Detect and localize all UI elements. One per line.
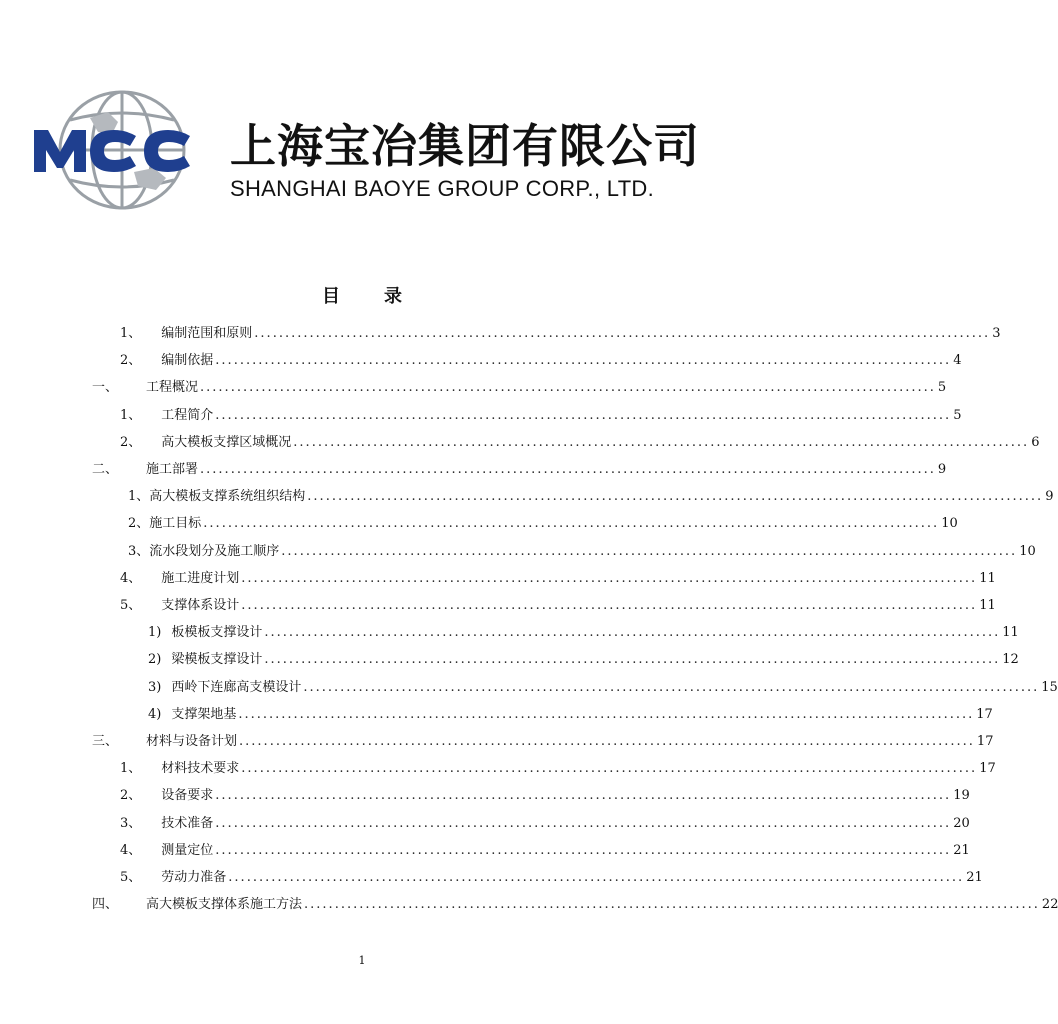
toc-entry-label: 设备要求 bbox=[161, 788, 214, 804]
toc-entry-number: 2、 bbox=[120, 434, 142, 450]
toc-entry-page: 19 bbox=[953, 788, 970, 804]
toc-leader-dots: ........................................................................................................................ bbox=[254, 326, 991, 341]
toc-entry-page: 11 bbox=[979, 570, 996, 586]
toc-entry-number: 1、 bbox=[128, 489, 150, 505]
toc-entry-page: 17 bbox=[976, 734, 994, 749]
toc-leader-dots: ........................................................................................................................ bbox=[200, 462, 936, 477]
toc-entry-page: 15 bbox=[1041, 679, 1058, 695]
toc-entry-page: 9 bbox=[937, 462, 947, 477]
toc-leader-dots: ........................................................................................................................ bbox=[238, 706, 975, 722]
toc-entry-number: 一、 bbox=[92, 380, 119, 396]
toc-entry-label: 工程简介 bbox=[161, 407, 214, 423]
toc-leader-dots: ........................................................................................................................ bbox=[215, 353, 952, 369]
toc-leader-dots: ........................................................................................................................ bbox=[307, 489, 1044, 505]
toc-leader-dots: ........................................................................................................................ bbox=[264, 652, 1001, 668]
toc-entry-page: 4 bbox=[953, 353, 962, 369]
toc-entry-number: 1) bbox=[148, 625, 162, 641]
toc-leader-dots: ........................................................................................................................ bbox=[215, 815, 952, 831]
toc-entry[interactable] bbox=[92, 893, 1058, 913]
toc-entry-label: 西岭下连廊高支模设计 bbox=[171, 679, 302, 695]
toc-entry[interactable] bbox=[92, 458, 947, 478]
toc-entry[interactable] bbox=[148, 621, 1019, 641]
toc-entry-page: 20 bbox=[953, 815, 970, 831]
toc-entry-label: 支撑架地基 bbox=[171, 706, 237, 722]
toc-entry[interactable] bbox=[148, 703, 993, 723]
toc-entry-number: 4、 bbox=[120, 570, 142, 586]
toc-entry-page: 11 bbox=[979, 598, 996, 613]
toc-entry-number: 4) bbox=[148, 706, 162, 722]
toc-entry[interactable] bbox=[120, 757, 996, 777]
toc-entry-page: 10 bbox=[1019, 543, 1036, 559]
toc-entry-page: 6 bbox=[1031, 434, 1040, 450]
toc-entry-number: 2、 bbox=[120, 788, 142, 804]
toc-entry-label: 流水段划分及施工顺序 bbox=[149, 543, 280, 559]
toc-entry[interactable] bbox=[148, 676, 1058, 696]
toc-entry-page: 12 bbox=[1002, 652, 1019, 668]
toc-leader-dots: ........................................................................................................................ bbox=[303, 679, 1040, 695]
toc-entry-label: 材料与设备计划 bbox=[146, 734, 238, 749]
toc-leader-dots: ........................................................................................................................ bbox=[281, 543, 1018, 559]
toc-entry-label: 工程概况 bbox=[146, 380, 199, 396]
toc-entry-label: 板模板支撑设计 bbox=[171, 625, 263, 641]
toc-leader-dots: ........................................................................................................................ bbox=[200, 380, 936, 396]
toc-entry-number: 5、 bbox=[120, 598, 142, 613]
toc-entry-number: 二、 bbox=[92, 462, 119, 477]
toc-entry-number: 1、 bbox=[120, 326, 142, 341]
toc-entry-number: 三、 bbox=[92, 734, 119, 749]
toc-entry-label: 测量定位 bbox=[161, 842, 214, 858]
toc-leader-dots: ........................................................................................................................ bbox=[215, 407, 952, 423]
toc-entry[interactable] bbox=[120, 567, 996, 587]
toc-entry[interactable] bbox=[120, 322, 1001, 342]
toc-entry-number: 3、 bbox=[120, 815, 142, 831]
toc-entry-number: 5、 bbox=[120, 870, 142, 885]
toc-entry-label: 高大模板支撑区域概况 bbox=[161, 434, 292, 450]
toc-entry-label: 施工目标 bbox=[149, 516, 202, 532]
toc-entry-page: 22 bbox=[1041, 897, 1058, 913]
toc-leader-dots: ........................................................................................................................ bbox=[241, 570, 978, 586]
company-header bbox=[30, 88, 700, 218]
toc-entry-page: 11 bbox=[1002, 625, 1019, 641]
toc-entry[interactable] bbox=[120, 839, 970, 859]
toc-entry-number: 1、 bbox=[120, 407, 142, 423]
toc-entry-number: 四、 bbox=[92, 897, 119, 913]
toc-entry-label: 施工进度计划 bbox=[161, 570, 240, 586]
toc-entry[interactable] bbox=[120, 349, 962, 369]
logo-letters: MCC bbox=[38, 88, 41, 89]
toc-title: 目录 bbox=[322, 286, 446, 307]
toc-entry[interactable] bbox=[92, 730, 994, 750]
toc-entry[interactable] bbox=[120, 784, 970, 804]
toc-entry[interactable] bbox=[120, 404, 962, 424]
toc-leader-dots: ........................................................................................................................ bbox=[293, 434, 1030, 450]
toc-leader-dots: ........................................................................................................................ bbox=[239, 734, 975, 749]
toc-leader-dots: ........................................................................................................................ bbox=[215, 788, 952, 804]
toc-entry-label: 劳动力准备 bbox=[161, 870, 227, 885]
toc-entry-page: 17 bbox=[979, 761, 996, 777]
toc-entry[interactable] bbox=[128, 485, 1054, 505]
toc-leader-dots: ........................................................................................................................ bbox=[203, 516, 940, 532]
toc-entry[interactable] bbox=[128, 512, 958, 532]
toc-entry-page: 21 bbox=[966, 870, 983, 885]
toc-entry[interactable] bbox=[148, 648, 1019, 668]
toc-entry-label: 支撑体系设计 bbox=[161, 598, 240, 613]
toc-entry-number: 2) bbox=[148, 652, 162, 668]
toc-entry[interactable] bbox=[120, 866, 983, 886]
mcc-logo bbox=[30, 88, 220, 213]
toc-entry[interactable] bbox=[92, 376, 947, 396]
toc-entry-page: 5 bbox=[937, 380, 947, 396]
toc-entry-number: 2、 bbox=[120, 353, 142, 369]
toc-entry-label: 梁模板支撑设计 bbox=[171, 652, 263, 668]
toc-leader-dots: ........................................................................................................................ bbox=[241, 761, 978, 777]
toc-entry-number: 1、 bbox=[120, 761, 142, 777]
company-name-cn: 上海宝冶集团有限公司 bbox=[230, 119, 700, 173]
company-name-en: SHANGHAI BAOYE GROUP CORP., LTD. bbox=[230, 176, 655, 201]
toc-entry-page: 17 bbox=[976, 706, 993, 722]
globe-logo-icon bbox=[30, 88, 220, 213]
page-number: 1 bbox=[358, 954, 366, 967]
toc-entry-number: 3) bbox=[148, 679, 162, 695]
toc-leader-dots: ........................................................................................................................ bbox=[264, 625, 1001, 641]
toc-entry-page: 3 bbox=[992, 326, 1001, 341]
toc-entry[interactable] bbox=[128, 540, 1036, 560]
toc-entry-page: 5 bbox=[953, 407, 962, 423]
toc-entry-page: 10 bbox=[941, 516, 958, 532]
toc-entry-page: 21 bbox=[953, 842, 970, 858]
toc-entry-label: 高大模板支撑系统组织结构 bbox=[149, 489, 306, 505]
toc-leader-dots: ........................................................................................................................ bbox=[304, 897, 1040, 913]
toc-entry-label: 高大模板支撑体系施工方法 bbox=[146, 897, 303, 913]
toc-entry-page: 9 bbox=[1045, 489, 1054, 505]
toc-entry-label: 材料技术要求 bbox=[161, 761, 240, 777]
toc-leader-dots: ........................................................................................................................ bbox=[241, 598, 978, 613]
toc-entry[interactable] bbox=[120, 431, 1040, 451]
toc-entry-number: 4、 bbox=[120, 842, 142, 858]
toc-leader-dots: ........................................................................................................................ bbox=[215, 842, 952, 858]
toc-entry-label: 技术准备 bbox=[161, 815, 214, 831]
toc-entry[interactable] bbox=[120, 812, 970, 832]
toc-entry-number: 2、 bbox=[128, 516, 150, 532]
toc-entry[interactable] bbox=[120, 594, 996, 614]
toc-entry-label: 编制范围和原则 bbox=[161, 326, 253, 341]
toc-leader-dots: ........................................................................................................................ bbox=[228, 870, 965, 885]
toc-entry-label: 编制依据 bbox=[161, 353, 214, 369]
toc-entry-label: 施工部署 bbox=[146, 462, 199, 477]
toc-entry-number: 3、 bbox=[128, 543, 150, 559]
